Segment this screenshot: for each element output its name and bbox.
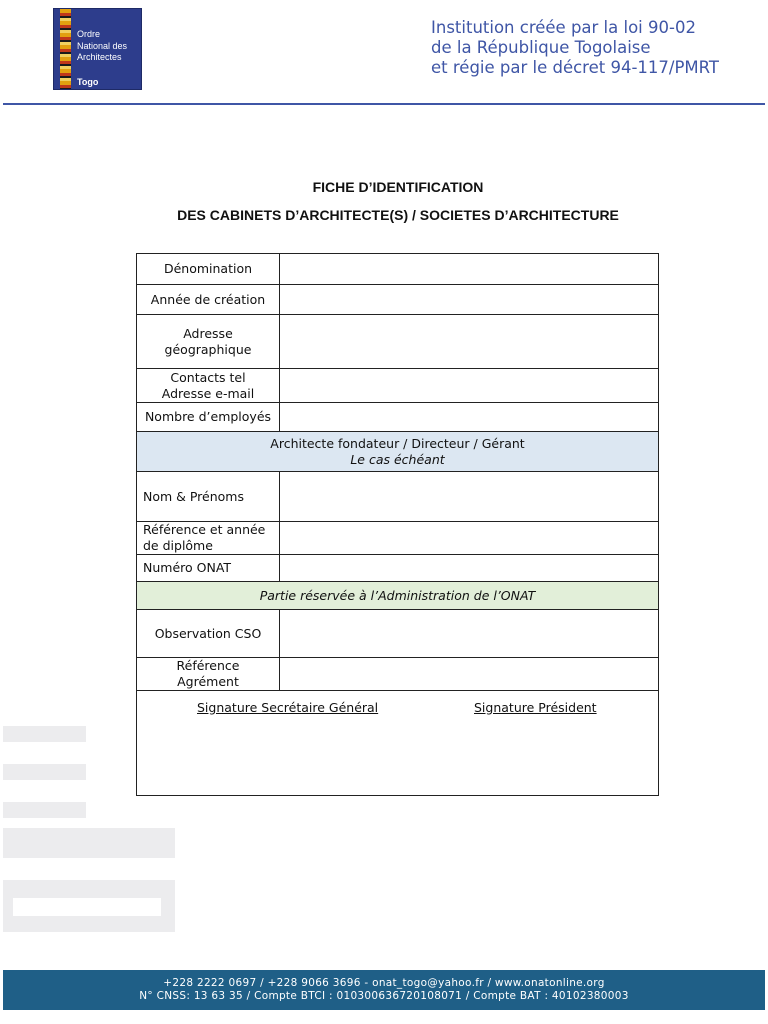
identification-form <box>136 253 659 796</box>
watermark-block <box>3 880 175 932</box>
label-numero-onat: Numéro ONAT <box>137 555 280 581</box>
header-divider <box>3 103 765 105</box>
signature-president: Signature Président <box>474 700 597 715</box>
kente-pattern-icon <box>60 9 71 90</box>
label-reference-diplome: Référence et année de diplôme <box>137 522 280 554</box>
logo-text: Ordre National des Architectes <box>77 29 128 62</box>
label-observation-cso: Observation CSO <box>137 610 280 657</box>
field-nombre-employes[interactable] <box>280 403 658 431</box>
row-reference-agrement <box>137 658 658 691</box>
band-architecte-fondateur: Architecte fondateur / Directeur / Gérant Le cas échéant <box>137 432 658 472</box>
row-denomination <box>137 254 658 285</box>
field-numero-onat[interactable] <box>280 555 658 581</box>
row-observation-cso <box>137 610 658 658</box>
onat-logo <box>53 8 142 90</box>
label-annee-creation: Année de création <box>137 285 280 314</box>
label-contacts: Contacts tel Adresse e-mail <box>137 369 280 402</box>
field-annee-creation[interactable] <box>280 285 658 314</box>
logo-country: Togo <box>77 77 99 87</box>
field-reference-agrement[interactable] <box>280 658 658 690</box>
row-annee-creation <box>137 285 658 315</box>
row-nombre-employes <box>137 403 658 432</box>
label-adresse: Adresse géographique <box>137 315 280 368</box>
label-denomination: Dénomination <box>137 254 280 284</box>
field-denomination[interactable] <box>280 254 658 284</box>
row-nom-prenoms <box>137 472 658 522</box>
watermark-bar <box>3 764 86 780</box>
label-nombre-employes: Nombre d’employés <box>137 403 280 431</box>
document-title: FICHE D’IDENTIFICATION DES CABINETS D’ARCHITECTE(S) / SOCIETES D’ARCHITECTURE <box>177 179 619 223</box>
signature-secretaire-general: Signature Secrétaire Général <box>197 700 379 715</box>
watermark-bar <box>3 828 175 858</box>
watermark-bar <box>3 802 86 818</box>
field-nom-prenoms[interactable] <box>280 472 658 521</box>
row-numero-onat <box>137 555 658 582</box>
field-reference-diplome[interactable] <box>280 522 658 554</box>
footer-contact-bar <box>3 970 765 1010</box>
footer-contacts: +228 2222 0697 / +228 9066 3696 - onat_togo@yahoo.fr / www.onatonline.org <box>163 977 605 989</box>
footer-bank-details: N° CNSS: 13 63 35 / Compte BTCI : 010300636720108071 / Compte BAT : 40102380003 <box>139 990 629 1002</box>
label-reference-agrement: Référence Agrément <box>137 658 280 690</box>
label-nom-prenoms: Nom & Prénoms <box>137 472 280 521</box>
institution-statement: Institution créée par la loi 90-02 de la République Togolaise et régie par le décret 94-117/PMRT <box>431 18 720 77</box>
row-adresse <box>137 315 658 369</box>
watermark-bar <box>3 726 86 742</box>
field-contacts[interactable] <box>280 369 658 402</box>
row-reference-diplome <box>137 522 658 555</box>
field-observation-cso[interactable] <box>280 610 658 657</box>
field-adresse[interactable] <box>280 315 658 368</box>
row-contacts <box>137 369 658 403</box>
band-administration-onat: Partie réservée à l’Administration de l’ONAT <box>137 582 658 610</box>
